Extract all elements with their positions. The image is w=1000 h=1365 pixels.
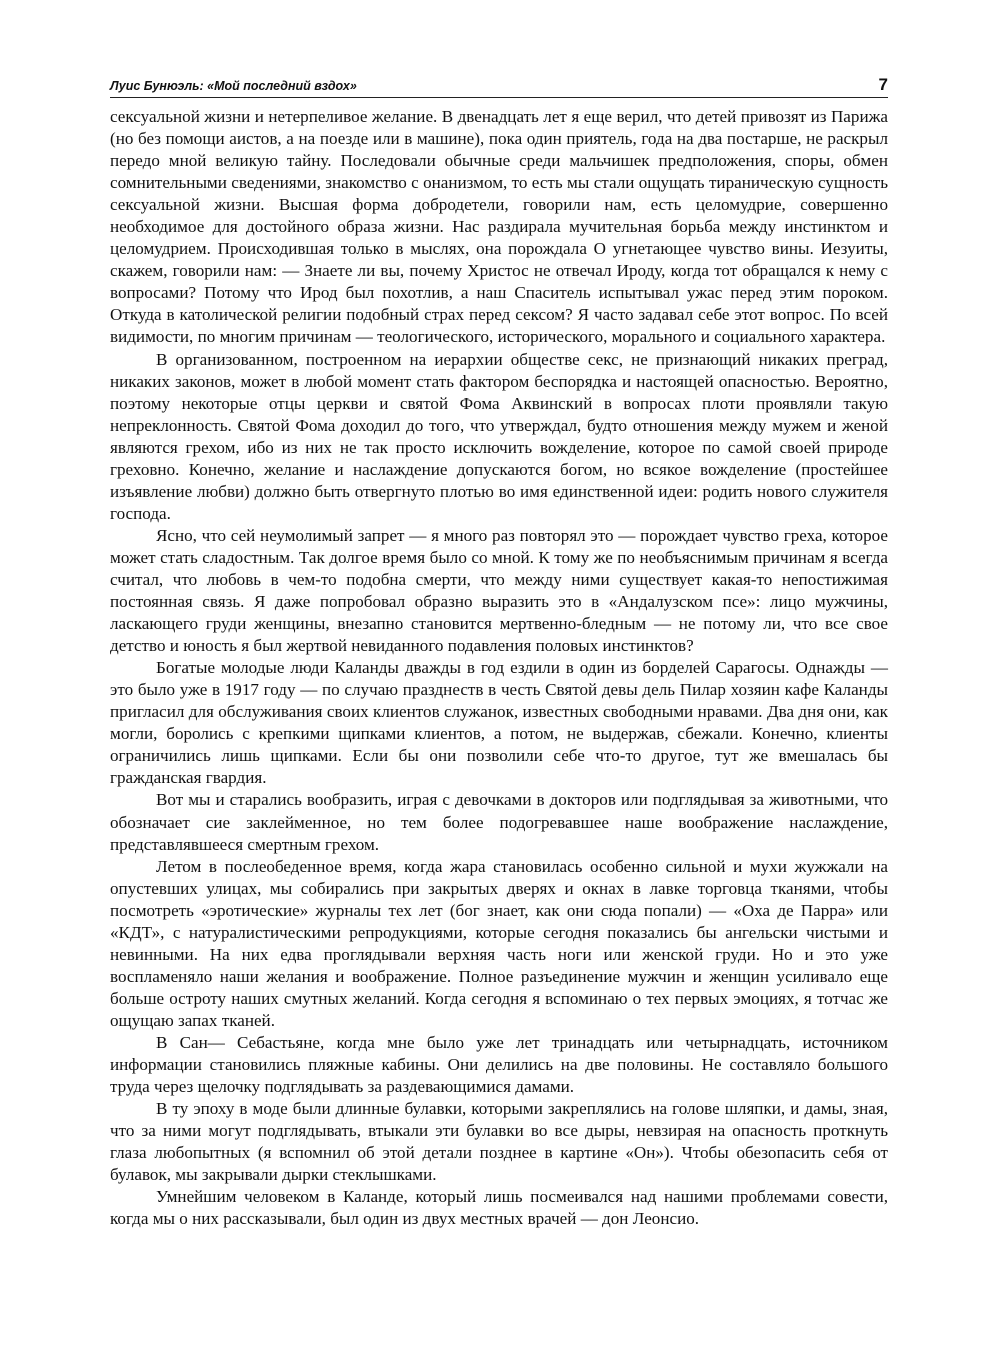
book-page (110, 76, 888, 1230)
header-title: Луис Бунюэль: «Мой последний вздох» (110, 79, 357, 93)
paragraph-8: В ту эпоху в моде были длинные булавки, которыми закреплялись на голове шляпки, и дамы, зная, что за ними могут подглядывать, втыкали эти булавки во все дыры, невзирая на опасность проткнуть глаза любопытных (я вспомнил об этой детали позднее в картине «Он»). Чтобы обезопасить себя от булавок, мы закрывали дырки стеклышками. (110, 1099, 888, 1185)
page-number: 7 (878, 75, 888, 94)
running-header (110, 76, 888, 98)
paragraph-2: В организованном, построенном на иерархии обществе секс, не признающий никаких преград, никаких законов, может в любой момент стать фактором беспорядка и настоящей опасностью. Вероятно, поэтому некоторые отцы церкви и святой Фома Аквинский в вопросах плоти проявляли такую непреклонность. Святой Фома доходил до того, что утверждал, будто отношения между мужем и женой являются грехом, ибо из них не так просто исключить вожделение, которое по самой своей природе греховно. Конечно, желание и наслаждение допускаются богом, но всякое вожделение (простейшее изъявление любви) должно быть отвергнуто плотью во имя единственной идеи: родить нового служителя господа. (110, 349, 888, 523)
paragraph-1: сексуальной жизни и нетерпеливое желание. В двенадцать лет я еще верил, что детей привозят из Парижа (но без помощи аистов, а на поезде или в машине), пока один приятель, года на два постарше, не раскрыл передо мной великую тайну. Последовали обычные среди мальчишек предположения, споры, обмен сомнительными сведениями, знакомство с онанизмом, то есть мы стали ощущать тираническую сущность сексуальной жизни. Высшая форма добродетели, говорили нам, есть целомудрие, совершенно необходимое для достойного образа жизни. Нас раздирала мучительная борьба между инстинктом и целомудрием. Происходившая только в мыслях, она порождала О угнетающее чувство вины. Иезуиты, скажем, говорили нам: — Знаете ли вы, почему Христос не отвечал Ироду, когда тот обращался к нему с вопросами? Потому что Ирод был похотлив, а наш Спаситель испытывал ужас перед этим пороком. Откуда в католической религии подобный страх перед сексом? Я часто задавал себе этот вопрос. По всей видимости, по многим причинам — теологического, исторического, морального и социального характера. (110, 107, 888, 347)
paragraph-7: В Сан— Себастьяне, когда мне было уже лет тринадцать или четырнадцать, источником информации становились пляжные кабины. Они делились на две половины. Не составляло большого труда через щелочку подглядывать за раздевающимися дамами. (110, 1032, 888, 1097)
body-text (110, 106, 888, 1230)
paragraph-3: Ясно, что сей неумолимый запрет — я много раз повторял это — порождает чувство греха, которое может стать сладостным. Так долгое время было со мной. К тому же по необъяснимым причинам я всегда считал, что любовь в чем-то подобна смерти, что между ними существует какая-то непостижимая постоянная связь. Я даже попробовал образно выразить это в «Андалузском псе»: лицо мужчины, ласкающего груди женщины, внезапно становится мертвенно-бледным — не потому ли, что все свое детство и юность я был жертвой невиданного подавления половых инстинктов? (110, 525, 888, 656)
paragraph-6: Летом в послеобеденное время, когда жара становилась особенно сильной и мухи жужжали на опустевших улицах, мы собирались при закрытых дверях и окнах в лавке торговца тканями, чтобы посмотреть «эротические» журналы тех лет (бог знает, как они сюда попали) — «Оха де Парра» или «КДТ», с натуралистическими репродукциями, которые сегодня показались бы ангельски чистыми и невинными. На них едва проглядывали верхняя часть ноги или женской груди. Но и это уже воспламеняло наши желания и воображение. Полное разъединение мужчин и женщин усиливало еще больше остроту наших смутных желаний. Когда сегодня я вспоминаю о тех первых эмоциях, я тотчас же ощущаю запах тканей. (110, 856, 888, 1030)
paragraph-5: Вот мы и старались вообразить, играя с девочками в докторов или подглядывая за животными, что обозначает сие заклейменное, но тем более подогревавшее наше воображение наслаждение, представлявшееся смертным грехом. (110, 790, 888, 854)
paragraph-9: Умнейшим человеком в Каланде, который лишь посмеивался над нашими проблемами совести, когда мы о них рассказывали, был один из двух местных врачей — дон Леонсио. (110, 1187, 888, 1229)
paragraph-4: Богатые молодые люди Каланды дважды в год ездили в один из борделей Сарагосы. Однажды — это было уже в 1917 году — по случаю празднеств в честь Святой девы дель Пилар хозяин кафе Каланды пригласил для обслуживания своих клиентов служанок, известных свободными нравами. Два дня они, как могли, боролись с крепкими щипками клиентов, а потом, не выдержав, сбежали. Конечно, клиенты ограничились лишь щипками. Если бы они позволили себе что-то другое, тут же вмешалась бы гражданская гвардия. (110, 658, 888, 788)
